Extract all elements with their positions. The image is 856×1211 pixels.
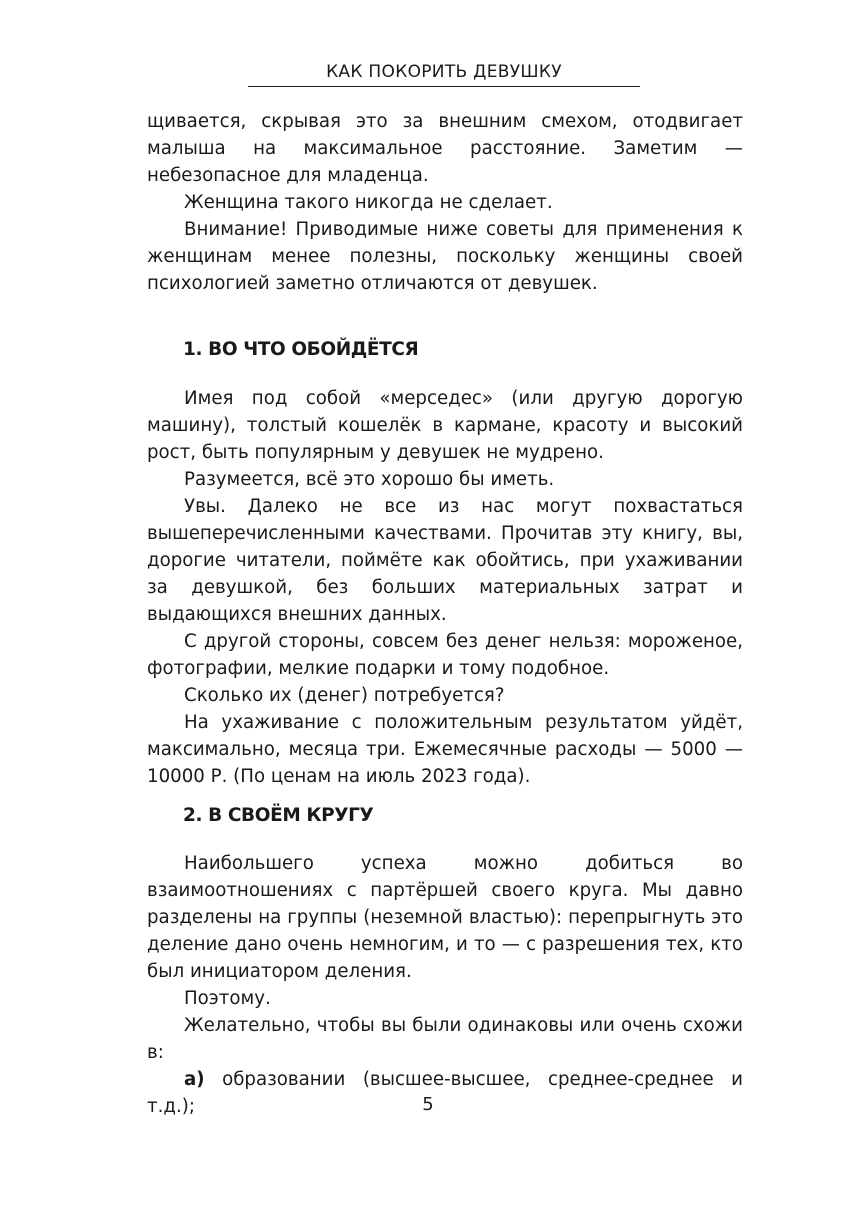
- paragraph: Имея под собой «мерседес» (или другую дорогую машину), толстый кошелёк в кармане, красоту и высокий рост, быть популярным у девушек не мудрено.: [147, 388, 743, 463]
- paragraph: С другой стороны, совсем без денег нельзя: мороженое, фотографии, мелкие подарки и тому подобное.: [147, 631, 743, 679]
- text-block-intro: [147, 108, 743, 297]
- list-item-text: образовании (высшее-высшее, среднее-среднее и т.д.);: [147, 1069, 743, 1117]
- paragraph: щивается, скрывая это за внешним смехом, отодвигает малыша на максимальное расстояние. Заметим — небезопасное для младенца.: [147, 111, 743, 186]
- section-heading-2: 2. В СВОЁМ КРУГУ: [183, 805, 374, 826]
- paragraph: Женщина такого никогда не сделает.: [184, 192, 553, 213]
- text-block-section-1: [147, 385, 743, 790]
- paragraph: Поэтому.: [184, 988, 271, 1009]
- page-number: 5: [422, 1094, 434, 1115]
- paragraph: Сколько их (денег) потребуется?: [184, 685, 505, 706]
- section-heading-1: 1. ВО ЧТО ОБОЙДЁТСЯ: [183, 339, 419, 360]
- paragraph: На ухаживание с положительным результатом уйдёт, максимально, месяца три. Ежемесячные расходы — 5000 — 10000 Р. (По ценам на июль 2023 года).: [147, 712, 743, 787]
- running-head: КАК ПОКОРИТЬ ДЕВУШКУ: [248, 62, 640, 87]
- list-marker: а): [184, 1069, 205, 1090]
- paragraph: Желательно, чтобы вы были одинаковы или очень схожи в:: [147, 1015, 743, 1063]
- paragraph: Внимание! Приводимые ниже советы для применения к женщинам менее полезны, поскольку женщины своей психологией заметно отличаются от девушек.: [147, 219, 743, 294]
- paragraph: Увы. Далеко не все из нас могут похвастаться вышеперечисленными качествами. Прочитав эту книгу, вы, дорогие читатели, поймёте как обойтись, при ухаживании за девушкой, без больших материальных затрат и выдающихся внешних данных.: [147, 496, 743, 625]
- paragraph: Разумеется, всё это хорошо бы иметь.: [184, 469, 555, 490]
- paragraph: Наибольшего успеха можно добиться во взаимоотношениях с партёршей своего круга. Мы давно разделены на группы (неземной властью): перепрыгнуть это деление дано очень немногим, и то — с разрешения тех, кто был инициатором деления.: [147, 853, 743, 982]
- text-block-section-2: [147, 850, 743, 1120]
